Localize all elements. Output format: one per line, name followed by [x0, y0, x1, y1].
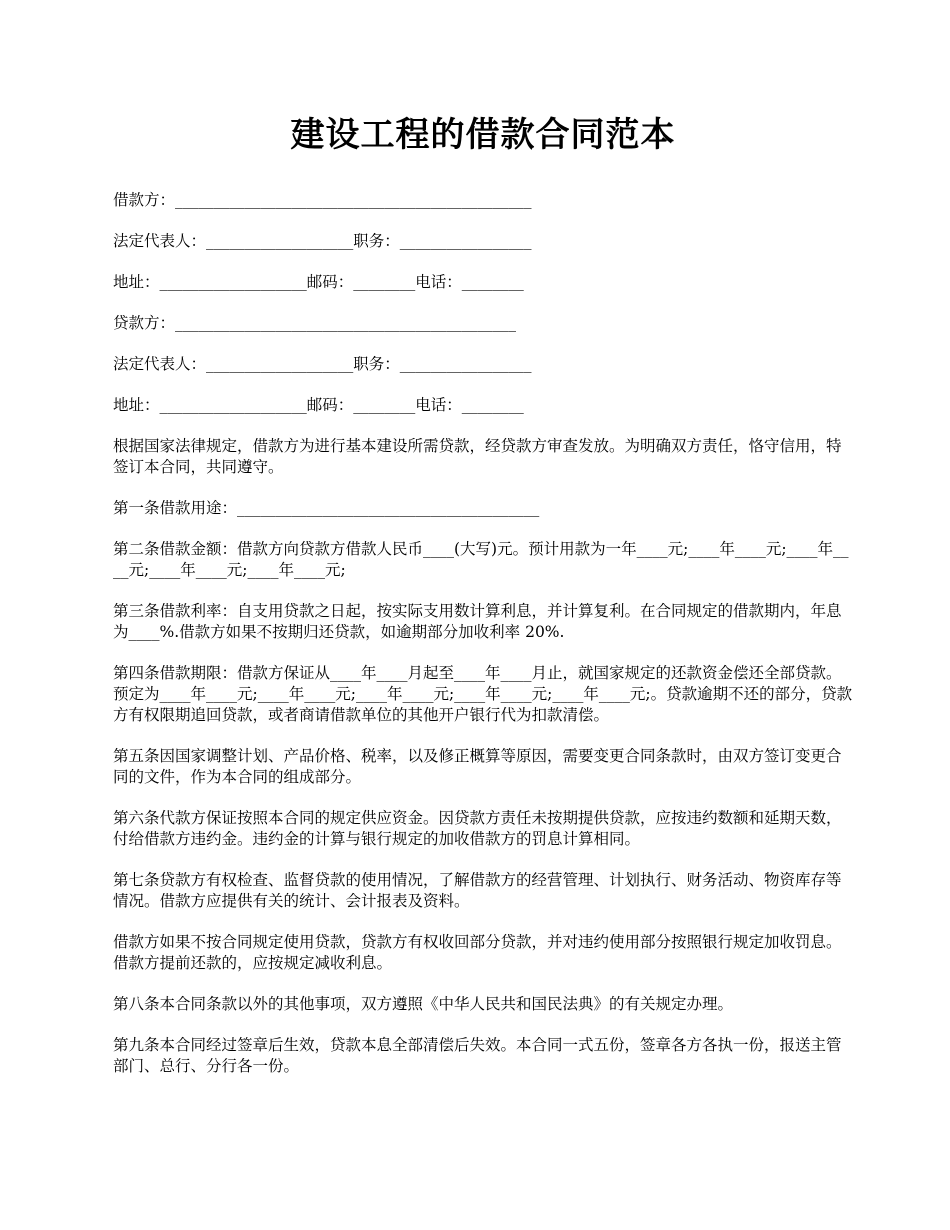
article-9-paragraph: 第九条本合同经过签章后生效，贷款本息全部清偿后失效。本合同一式五份，签章各方各执一份，报送主管部门、总行、分行各一份。 [113, 1036, 842, 1075]
lender-representative-line: 法定代表人：___________________职务：_________________ [113, 355, 532, 373]
borrower-representative-line: 法定代表人：___________________职务：_________________ [113, 232, 532, 250]
borrower-address-line: 地址：___________________邮码：________电话：________ [113, 273, 524, 291]
article-1-paragraph: 第一条借款用途：_______________________________________ [113, 499, 540, 517]
article-2-paragraph: 第二条借款金额：借款方向贷款方借款人民币____(大写)元。预计用款为一年____元;____年____元;____年____元;____年____元;____年____元; [113, 540, 849, 579]
document-title: 建设工程的借款合同范本 [290, 115, 676, 155]
article-8-paragraph: 第八条本合同条款以外的其他事项，双方遵照《中华人民共和国民法典》的有关规定办理。 [113, 995, 734, 1013]
article-3-paragraph: 第三条借款利率：自支用贷款之日起，按实际支用数计算利息，并计算复利。在合同规定的借款期内，年息为____%.借款方如果不按期归还贷款，如逾期部分加收利率 20%. [113, 602, 842, 641]
article-6-paragraph: 第六条代款方保证按照本合同的规定供应资金。因贷款方责任未按期提供贷款，应按违约数额和延期天数，付给借款方违约金。违约金的计算与银行规定的加收借款方的罚息计算相同。 [113, 809, 842, 848]
article-7-paragraph: 第七条贷款方有权检查、监督贷款的使用情况，了解借款方的经营管理、计划执行、财务活动、物资库存等情况。借款方应提供有关的统计、会计报表及资料。 [113, 871, 842, 910]
document-page [113, 110, 853, 1097]
article-4-paragraph: 第四条借款期限：借款方保证从____年____月起至____年____月止，就国家规定的还款资金偿还全部贷款。预定为____年____元;____年____元;____年____元;____年____元;____年____元;。贷款逾期不还的部分，贷款方有权限期追回贷款，或者商请借款单位的其他开户银行代为扣款清偿。 [113, 664, 853, 724]
lender-address-line: 地址：___________________邮码：________电话：________ [113, 396, 524, 414]
article-7-continued-paragraph: 借款方如果不按合同规定使用贷款，贷款方有权收回部分贷款，并对违约使用部分按照银行规定加收罚息。借款方提前还款的，应按规定减收利息。 [113, 933, 842, 972]
article-5-paragraph: 第五条因国家调整计划、产品价格、税率，以及修正概算等原因，需要变更合同条款时，由双方签订变更合同的文件，作为本合同的组成部分。 [113, 747, 842, 786]
preamble-paragraph: 根据国家法律规定，借款方为进行基本建设所需贷款，经贷款方审查发放。为明确双方责任，恪守信用，特签订本合同，共同遵守。 [113, 437, 842, 476]
lender-line: 贷款方：____________________________________________ [113, 314, 517, 332]
borrower-line: 借款方：______________________________________________ [113, 191, 532, 209]
